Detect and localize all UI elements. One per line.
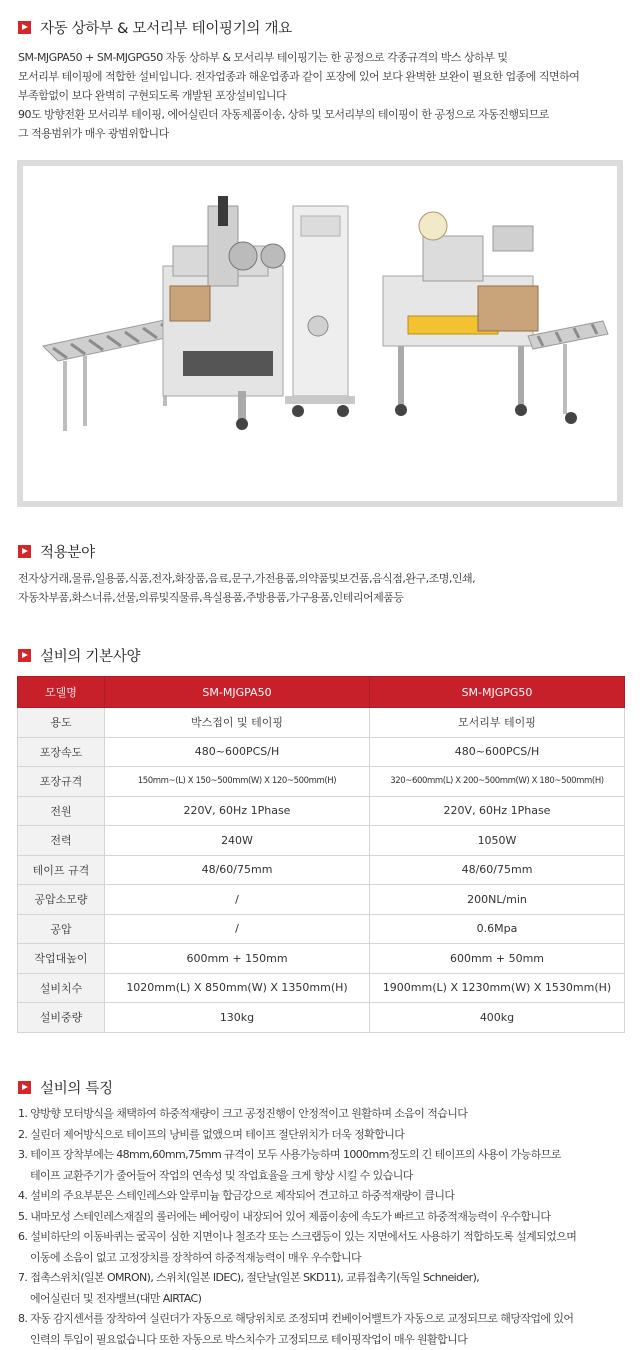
cell-g: 220V, 60Hz 1Phase bbox=[370, 796, 625, 826]
cell-a: 1020mm(L) X 850mm(W) X 1350mm(H) bbox=[105, 973, 370, 1003]
table-row bbox=[18, 796, 625, 826]
overview-line: 그 적용범위가 매우 광범위합니다 bbox=[18, 124, 630, 143]
features-title: 설비의 특징 bbox=[40, 1077, 113, 1098]
cell-a: 600mm + 150mm bbox=[105, 944, 370, 974]
overview-text bbox=[18, 48, 630, 143]
table-row bbox=[18, 737, 625, 767]
cell-g: 200NL/min bbox=[370, 885, 625, 915]
spec-header-model: 모델명 bbox=[18, 677, 105, 708]
cell-a: 48/60/75mm bbox=[105, 855, 370, 885]
machine-column bbox=[285, 206, 355, 417]
overview-line: SM-MJGPA50 + SM-MJGPG50 자동 상하부 & 모서리부 테이핑기는 한 공정으로 각종규격의 박스 상하부 및 bbox=[18, 48, 630, 67]
machine-photo bbox=[17, 160, 623, 507]
section-bullet-icon bbox=[18, 649, 31, 662]
spec-header-row bbox=[18, 677, 625, 708]
row-label: 전력 bbox=[18, 826, 105, 856]
list-item: 2. 실린더 제어방식으로 테이프의 낭비를 없앴으며 테이프 절단위치가 더욱 정확합니다 bbox=[18, 1125, 633, 1146]
row-label: 설비중량 bbox=[18, 1003, 105, 1033]
row-label: 공압소모량 bbox=[18, 885, 105, 915]
cell-a: 240W bbox=[105, 826, 370, 856]
features-heading bbox=[18, 1077, 113, 1098]
row-label: 작업대높이 bbox=[18, 944, 105, 974]
application-line: 전자상거래,물류,일용품,식품,전자,화장품,음료,문구,가전용품,의약품및보건품,음식점,완구,조명,인쇄, bbox=[18, 569, 630, 588]
cell-a: 150mm~(L) X 150~500mm(W) X 120~500mm(H) bbox=[105, 767, 370, 797]
list-item-continued: 에어실린더 및 전자밸브(대만 AIRTAC) bbox=[18, 1289, 633, 1310]
spec-heading bbox=[18, 645, 140, 666]
table-row bbox=[18, 767, 625, 797]
cell-a: / bbox=[105, 885, 370, 915]
machine-a bbox=[163, 196, 285, 430]
list-item: 8. 자동 감지센서를 장착하여 실린더가 자동으로 해당위치로 조정되며 컨베이어밸트가 자동으로 교정되므로 해당작업에 있어 bbox=[18, 1309, 633, 1330]
overview-heading bbox=[18, 17, 292, 38]
row-label: 설비치수 bbox=[18, 973, 105, 1003]
table-row bbox=[18, 855, 625, 885]
machine-b bbox=[383, 212, 538, 416]
application-title: 적용분야 bbox=[40, 541, 95, 562]
cell-g: 모서리부 테이핑 bbox=[370, 708, 625, 738]
list-item: 3. 테이프 장착부에는 48mm,60mm,75mm 규격이 모두 사용가능하며 1000mm정도의 긴 테이프의 사용이 가능하므로 bbox=[18, 1145, 633, 1166]
list-item: 7. 접촉스위치(일본 OMRON), 스위치(일본 IDEC), 절단날(일본 SKD11), 교류접촉기(독일 Schneider), bbox=[18, 1268, 633, 1289]
row-label: 포장속도 bbox=[18, 737, 105, 767]
spec-table bbox=[17, 676, 625, 1033]
overview-title: 자동 상하부 & 모서리부 테이핑기의 개요 bbox=[40, 17, 292, 38]
table-row bbox=[18, 708, 625, 738]
cell-g: 1900mm(L) X 1230mm(W) X 1530mm(H) bbox=[370, 973, 625, 1003]
right-conveyor bbox=[528, 321, 608, 424]
overview-line: 부족함없이 보다 완벽히 구현되도록 개발된 포장설비입니다 bbox=[18, 86, 630, 105]
machine-illustration bbox=[23, 166, 617, 501]
table-row bbox=[18, 1003, 625, 1033]
spec-header-a: SM-MJGPA50 bbox=[105, 677, 370, 708]
table-row bbox=[18, 826, 625, 856]
cell-g: 320~600mm(L) X 200~500mm(W) X 180~500mm(H) bbox=[370, 767, 625, 797]
list-item: 6. 설비하단의 이동바퀴는 굴곡이 심한 지면이나 철조각 또는 스크랩등이 있는 지면에서도 사용하기 적합하도록 설계되었으며 bbox=[18, 1227, 633, 1248]
cell-a: 220V, 60Hz 1Phase bbox=[105, 796, 370, 826]
cell-g: 0.6Mpa bbox=[370, 914, 625, 944]
cell-g: 600mm + 50mm bbox=[370, 944, 625, 974]
section-bullet-icon bbox=[18, 1081, 31, 1094]
row-label: 공압 bbox=[18, 914, 105, 944]
cell-g: 1050W bbox=[370, 826, 625, 856]
cell-g: 480~600PCS/H bbox=[370, 737, 625, 767]
list-item: 4. 설비의 주요부분은 스테인레스와 알루미늄 합금강으로 제작되어 견고하고 하중적재량이 큽니다 bbox=[18, 1186, 633, 1207]
table-row bbox=[18, 914, 625, 944]
table-row bbox=[18, 973, 625, 1003]
list-item-continued: 인력의 투입이 필요없습니다 또한 자동으로 박스치수가 고정되므로 테이핑작업이 매우 원활합니다 bbox=[18, 1330, 633, 1350]
cell-a: 박스접이 및 테이핑 bbox=[105, 708, 370, 738]
cell-g: 48/60/75mm bbox=[370, 855, 625, 885]
list-item: 5. 내마모성 스테인레스재질의 롤러에는 베어링이 내장되어 있어 제품이송에 속도가 빠르고 하중적재능력이 우수합니다 bbox=[18, 1207, 633, 1228]
row-label: 테이프 규격 bbox=[18, 855, 105, 885]
features-list bbox=[18, 1104, 633, 1350]
spec-header-g: SM-MJGPG50 bbox=[370, 677, 625, 708]
row-label: 용도 bbox=[18, 708, 105, 738]
list-item: 1. 양방향 모터방식을 채택하여 하중적재량이 크고 공정진행이 안정적이고 원활하며 소음이 적습니다 bbox=[18, 1104, 633, 1125]
section-bullet-icon bbox=[18, 545, 31, 558]
row-label: 전원 bbox=[18, 796, 105, 826]
application-text bbox=[18, 569, 630, 607]
table-row bbox=[18, 944, 625, 974]
cell-g: 400kg bbox=[370, 1003, 625, 1033]
application-heading bbox=[18, 541, 95, 562]
list-item-continued: 이동에 소음이 없고 고정장치를 장착하여 하중적재능력이 매우 우수합니다 bbox=[18, 1248, 633, 1269]
cell-a: / bbox=[105, 914, 370, 944]
row-label: 포장규격 bbox=[18, 767, 105, 797]
overview-line: 모서리부 테이핑에 적합한 설비입니다. 전자업종과 해운업종과 같이 포장에 있어 보다 완벽한 보완이 필요한 업종에 직면하여 bbox=[18, 67, 630, 86]
section-bullet-icon bbox=[18, 21, 31, 34]
overview-line: 90도 방향전환 모서리부 테이핑, 에어실린더 자동제품이송, 상하 및 모서리부의 테이핑이 한 공정으로 자동진행되므로 bbox=[18, 105, 630, 124]
application-line: 자동차부품,화스너류,선물,의류및직물류,욕실용품,주방용품,가구용품,인테리어제품등 bbox=[18, 588, 630, 607]
list-item-continued: 테이프 교환주기가 줄어들어 작업의 연속성 및 작업효율을 크게 향상 시킬 수 있습니다 bbox=[18, 1166, 633, 1187]
table-row bbox=[18, 885, 625, 915]
cell-a: 130kg bbox=[105, 1003, 370, 1033]
cell-a: 480~600PCS/H bbox=[105, 737, 370, 767]
spec-title: 설비의 기본사양 bbox=[40, 645, 140, 666]
